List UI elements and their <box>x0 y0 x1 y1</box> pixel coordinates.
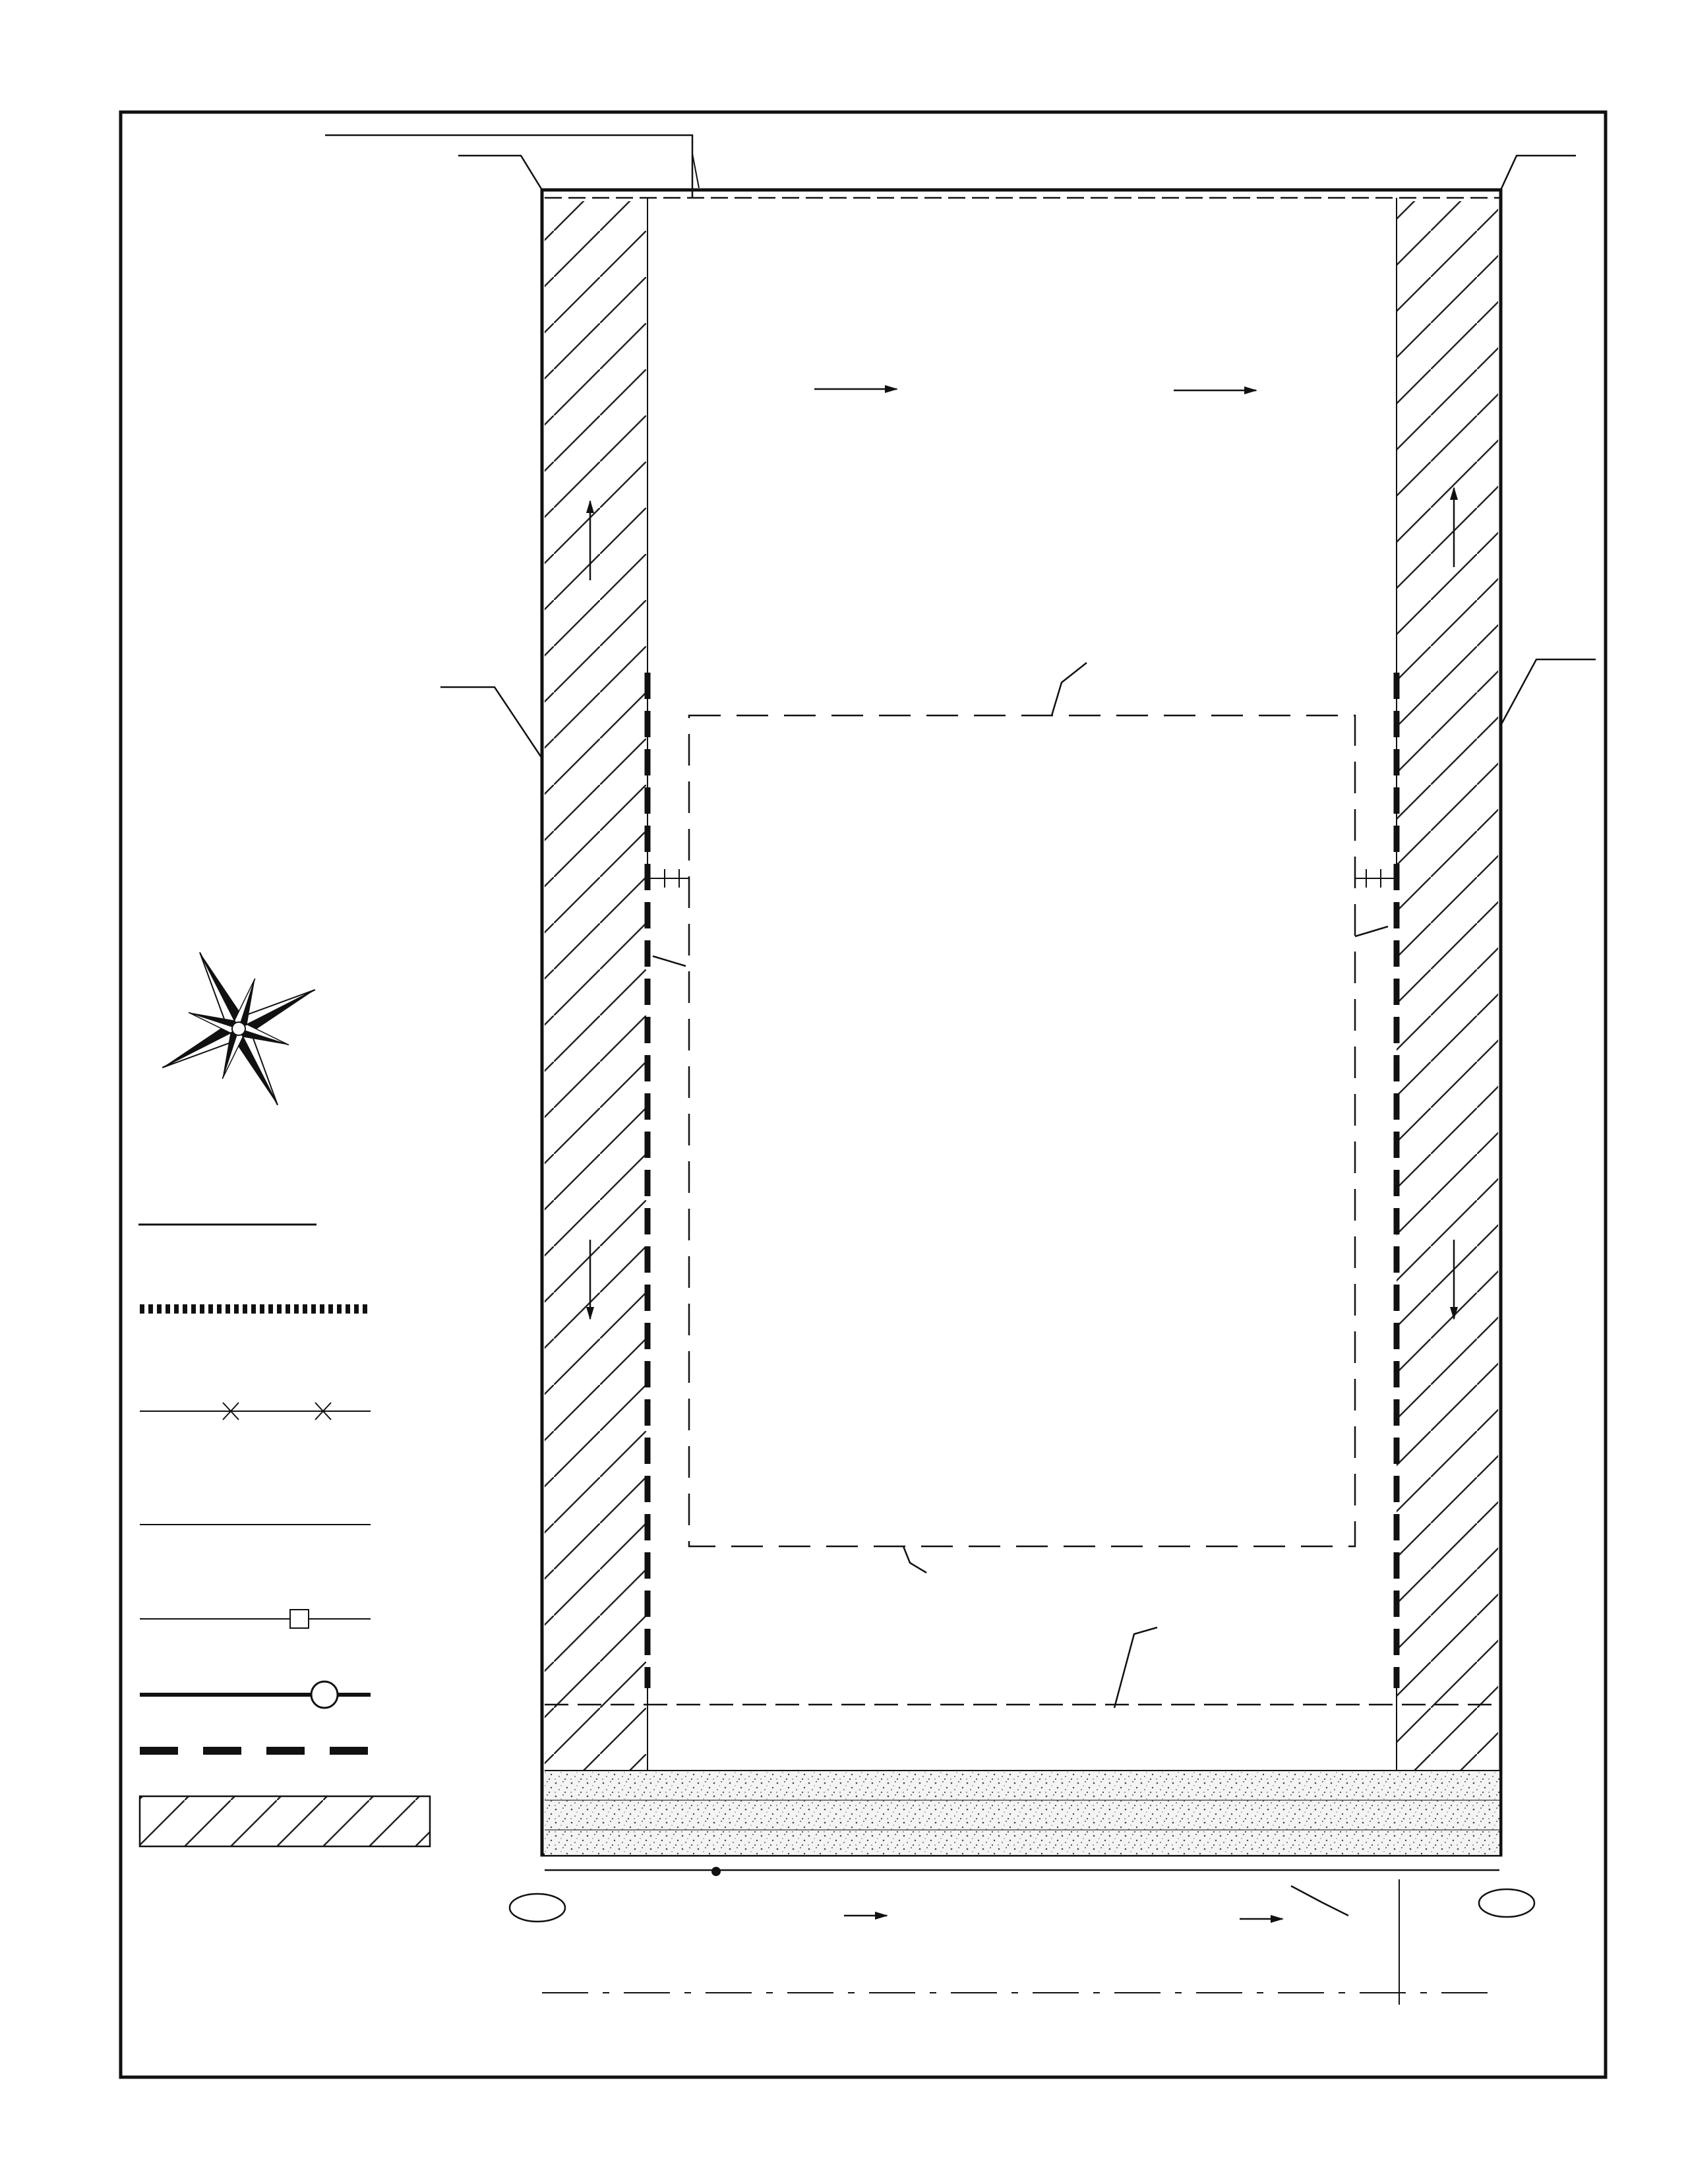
sidewalk-band <box>545 1771 1499 1855</box>
flow-arrows <box>590 389 1454 1919</box>
legend-symbol-optional-fence <box>140 1403 371 1420</box>
elev-bottom-left-oval <box>510 1894 565 1922</box>
legend <box>138 1225 430 1846</box>
wall-break-ticks <box>648 869 1397 888</box>
curve-point-marker <box>711 1867 721 1876</box>
lot-boundary <box>542 190 1501 1855</box>
legend-symbol-restricted-drainage <box>140 1796 430 1846</box>
restricted-drainage-left <box>545 201 646 1771</box>
legend-symbol-perimeter-wall <box>140 1682 371 1708</box>
elev-bottom-right-oval <box>1479 1889 1534 1917</box>
restricted-drainage-right <box>1397 201 1498 1771</box>
legend-symbol-cmu-block <box>140 1610 371 1628</box>
elevated-pad-outline <box>689 715 1355 1546</box>
compass-rose-icon <box>123 913 354 1144</box>
